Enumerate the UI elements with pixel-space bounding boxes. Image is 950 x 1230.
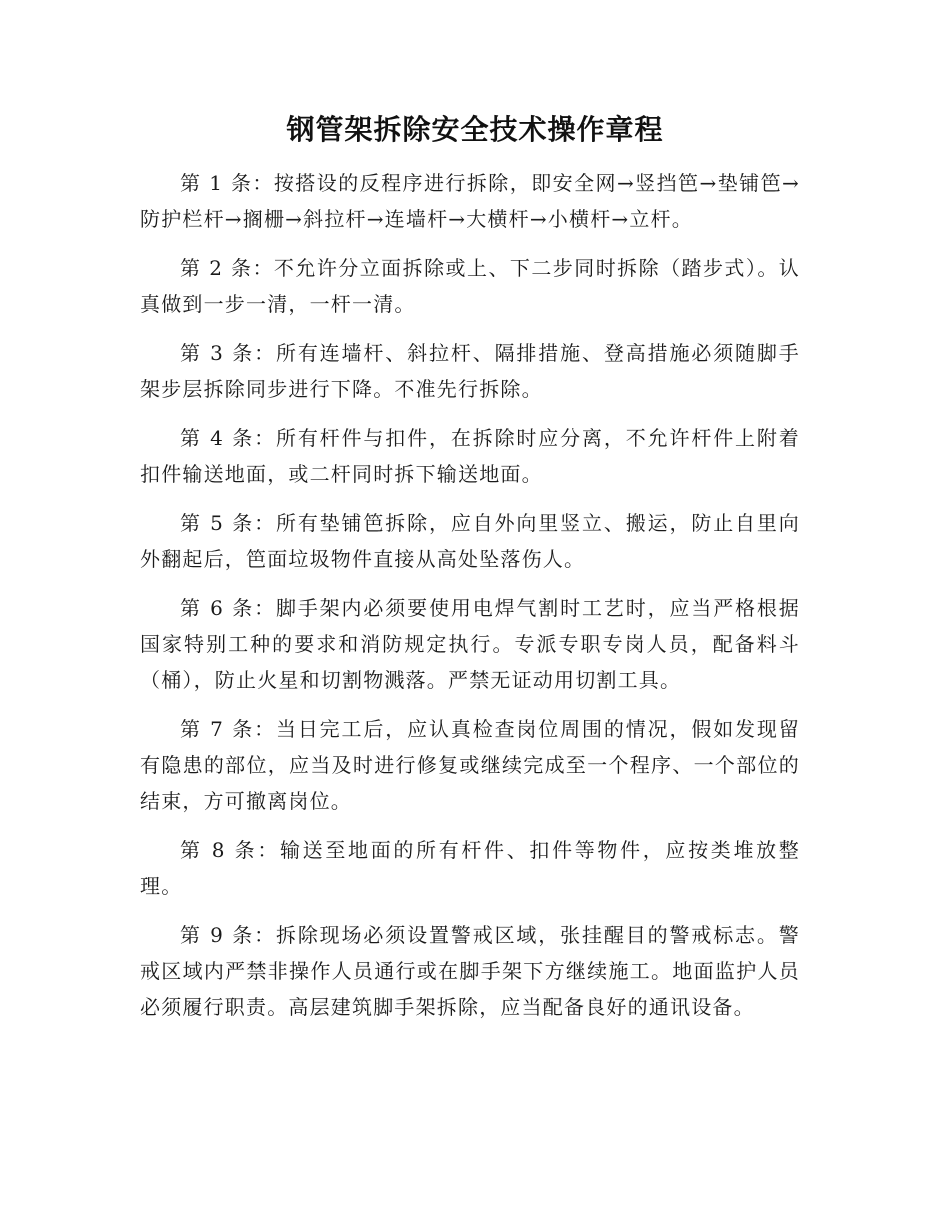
article-9: 第 9 条：拆除现场必须设置警戒区域，张挂醒目的警戒标志。警戒区域内严禁非操作人员通行或在脚手架下方继续施工。地面监护人员必须履行职责。高层建筑脚手架拆除，应当配备良好的通讯设备。 [140,923,800,1019]
article-7: 第 7 条：当日完工后，应认真检查岗位周围的情况，假如发现留有隐患的部位，应当及时进行修复或继续完成至一个程序、一个部位的结束，方可撤离岗位。 [140,717,800,813]
document-title: 钢管架拆除安全技术操作章程 [286,113,664,146]
article-4: 第 4 条：所有杆件与扣件，在拆除时应分离，不允许杆件上附着扣件输送地面，或二杆同时拆下输送地面。 [140,426,800,486]
article-1: 第 1 条：按搭设的反程序进行拆除，即安全网→竖挡笆→垫铺笆→防护栏杆→搁栅→斜拉杆→连墙杆→大横杆→小横杆→立杆。 [140,171,800,231]
article-8: 第 8 条：输送至地面的所有杆件、扣件等物件，应按类堆放整理。 [140,838,800,898]
article-2: 第 2 条：不允许分立面拆除或上、下二步同时拆除（踏步式）。认真做到一步一清，一杆一清。 [140,256,800,316]
article-3: 第 3 条：所有连墙杆、斜拉杆、隔排措施、登高措施必须随脚手架步层拆除同步进行下降。不准先行拆除。 [140,341,800,401]
article-6: 第 6 条：脚手架内必须要使用电焊气割时工艺时，应当严格根据国家特别工种的要求和消防规定执行。专派专职专岗人员，配备料斗（桶），防止火星和切割物溅落。严禁无证动用切割工具。 [140,596,800,692]
document-body [140,165,800,1038]
article-5: 第 5 条：所有垫铺笆拆除，应自外向里竖立、搬运，防止自里向外翻起后，笆面垃圾物件直接从高处坠落伤人。 [140,511,800,571]
